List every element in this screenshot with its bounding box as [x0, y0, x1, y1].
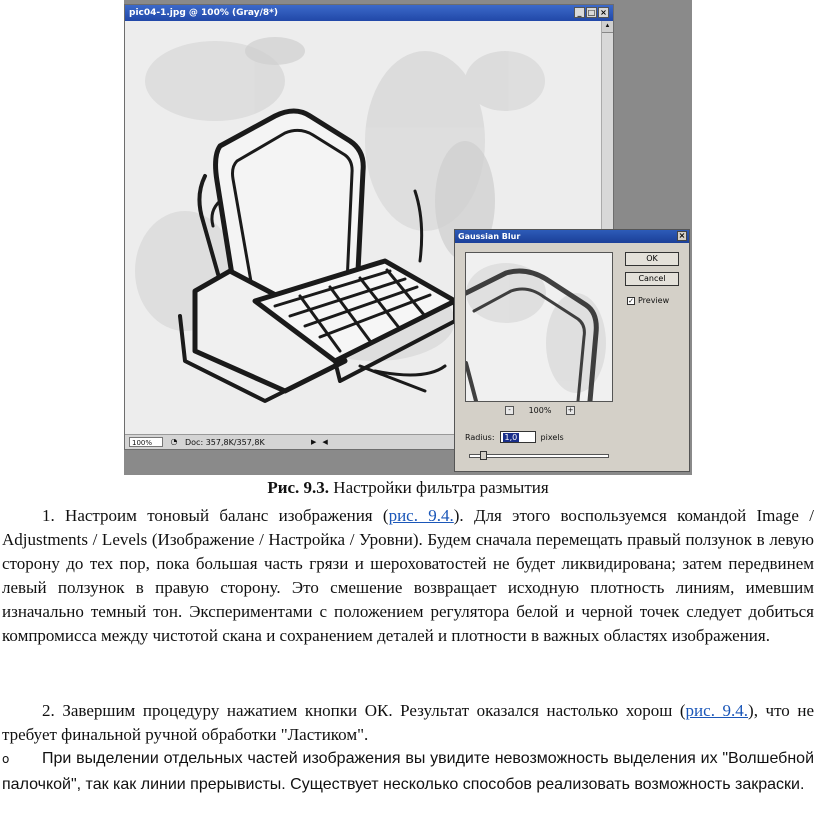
maximize-button[interactable]: □	[587, 8, 596, 17]
bullet-text: При выделении отдельных частей изображения вы увидите невозможность выделения их "Волшебной палочкой", так как линии прерывисты. Существует несколько способов реализовать возможность закраски.	[2, 750, 814, 793]
radius-unit: pixels	[540, 432, 564, 442]
preview-checkbox-row[interactable]	[627, 296, 669, 305]
p1-text-a: 1. Настроим тоновый баланс изображения (	[42, 506, 389, 525]
figure-label: Рис. 9.3.	[267, 478, 330, 497]
close-button[interactable]: ×	[598, 7, 609, 18]
dialog-title: Gaussian Blur	[458, 232, 521, 241]
zoom-in-button[interactable]: +	[567, 406, 574, 414]
figure-caption	[0, 478, 816, 498]
cancel-button[interactable]: Cancel	[625, 272, 679, 286]
zoom-level-field[interactable]: 100%	[129, 437, 163, 447]
photoshop-screenshot	[124, 0, 692, 475]
p2-text-b: ), что не требует финальной ручной обработки "Ластиком".	[2, 701, 814, 744]
document-titlebar	[125, 5, 613, 21]
status-menu-arrow-icon[interactable]: ▶	[311, 438, 317, 446]
minimize-button[interactable]: _	[574, 7, 585, 18]
radius-slider[interactable]	[469, 454, 609, 458]
preview-zoom-controls	[505, 406, 575, 415]
document-size-info: Doc: 357,8K/357,8K	[185, 437, 265, 447]
preview-image	[466, 253, 612, 401]
preview-checkbox[interactable]: ✓	[628, 296, 634, 305]
ok-button[interactable]: OK	[625, 252, 679, 266]
radius-input[interactable]	[500, 431, 536, 443]
figure-link-9-4-second[interactable]: рис. 9.4.	[685, 701, 749, 720]
bullet-paragraph	[2, 746, 814, 798]
scroll-up-icon[interactable]: ▲	[602, 21, 613, 33]
blur-preview[interactable]	[465, 252, 613, 402]
radius-slider-thumb[interactable]	[480, 451, 487, 460]
paragraph-step-1	[2, 504, 814, 648]
preview-checkbox-label: Preview	[638, 296, 670, 305]
window-controls	[574, 7, 609, 18]
radius-label: Radius:	[465, 432, 495, 442]
zoom-out-button[interactable]: -	[505, 406, 514, 415]
figure-link-9-4[interactable]: рис. 9.4.	[388, 506, 454, 525]
dialog-close-button[interactable]: ×	[678, 231, 686, 240]
navigator-icon[interactable]: ◔	[170, 437, 178, 446]
p2-text-a: 2. Завершим процедуру нажатием кнопки ОК. Результат оказался настолько хорош (	[42, 701, 686, 720]
paragraph-step-2	[2, 699, 814, 747]
figure-caption-text: Настройки фильтра размытия	[333, 478, 549, 497]
document-title: pic04-1.jpg @ 100% (Gray/8*)	[129, 8, 278, 18]
radius-value: 1,0	[504, 433, 518, 442]
dialog-titlebar	[455, 230, 689, 243]
bullet-marker: o	[2, 752, 10, 766]
scroll-left-icon[interactable]: ◀	[322, 438, 328, 446]
preview-zoom-value: 100%	[528, 406, 552, 415]
gaussian-blur-dialog	[454, 229, 690, 472]
p1-text-b: ). Для этого воспользуемся командой Image / Adjustments / Levels (Изображение / Настройка / Уровни). Будем сначала перемещать правый ползунок в левую сторону до тех пор, пока большая часть грязи и шероховатостей не будет ликвидирована; затем передвинем левый ползунок в правую сторону. Это смешение возвращает исходную плотность линиям, имевшим изначально темный тон. Экспериментами с положением регулятора белой и черной точек следует добиться компромисса между чистотой скана и сохранением деталей и плотности в важных областях изображения.	[2, 506, 814, 645]
radius-row	[465, 431, 564, 443]
